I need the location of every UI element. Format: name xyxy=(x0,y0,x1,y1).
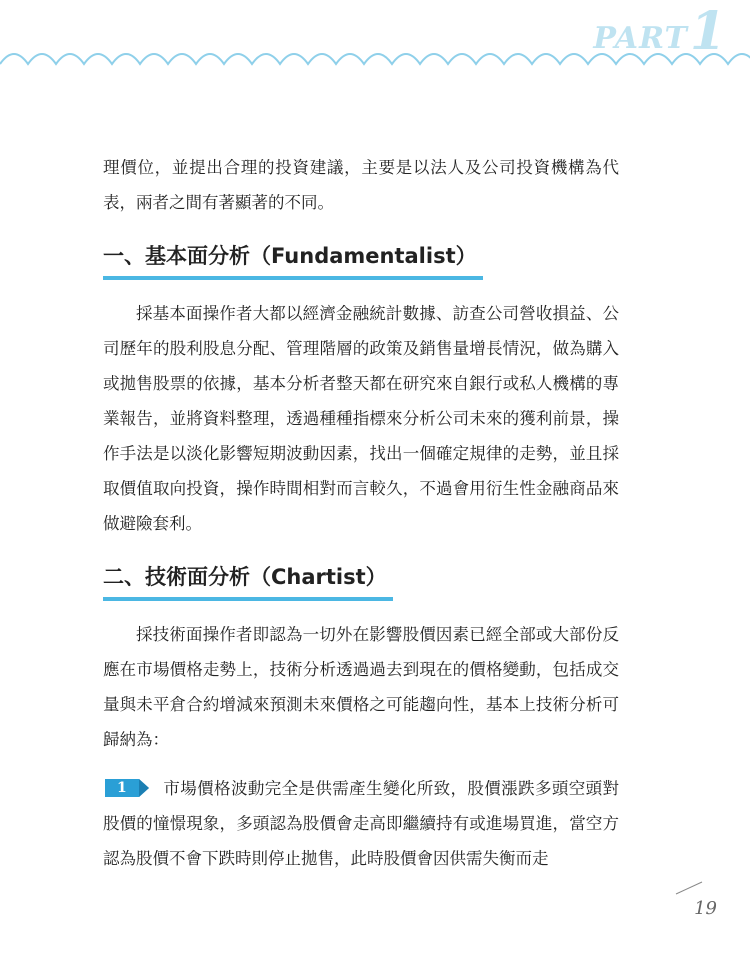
numbered-item-1 xyxy=(103,771,619,876)
part-number: 1 xyxy=(689,1,726,62)
body-text xyxy=(103,150,619,876)
technical-paragraph: 採技術面操作者即認為一切外在影響股價因素已經全部或大部份反應在市場價格走勢上，技術分析透過過去到現在的價格變動，包括成交量與未平倉合約增減來預測未來價格之可能趨向性，基本上技術分析可歸納為： xyxy=(103,625,619,749)
section-underline xyxy=(103,597,393,601)
section-title-technical: 二、技術面分析（Chartist） xyxy=(103,565,387,589)
section-technical xyxy=(103,559,619,601)
section-title-fundamental: 一、基本面分析（Fundamentalist） xyxy=(103,244,477,268)
number-badge-label: 1 xyxy=(117,779,127,796)
part-word: PART xyxy=(593,21,688,56)
page-header xyxy=(0,0,750,80)
numbered-item-text: 市場價格波動完全是供需產生變化所致，股價漲跌多頭空頭對股價的憧憬現象，多頭認為股價會走高即繼續持有或進場買進，當空方認為股價不會下跌時則停止拋售，此時股價會因供需失衡而走 xyxy=(103,779,619,868)
number-badge xyxy=(103,777,153,799)
part-label xyxy=(593,1,726,62)
section-fundamental xyxy=(103,238,619,280)
fundamental-paragraph: 採基本面操作者大都以經濟金融統計數據、訪查公司營收損益、公司歷年的股利股息分配、管理階層的政策及銷售量增長情況，做為購入或拋售股票的依據，基本分析者整天都在研究來自銀行或私人機構的專業報告，並將資料整理，透過種種指標來分析公司未來的獲利前景，操作手法是以淡化影響短期波動因素，找出一個確定規律的走勢，並且採取價值取向投資，操作時間相對而言較久，不過會用衍生性金融商品來做避險套利。 xyxy=(103,304,619,533)
intro-paragraph: 理價位，並提出合理的投資建議，主要是以法人及公司投資機構為代表，兩者之間有著顯著的不同。 xyxy=(103,158,619,212)
page-number: 19 xyxy=(694,898,717,919)
section-underline xyxy=(103,276,483,280)
